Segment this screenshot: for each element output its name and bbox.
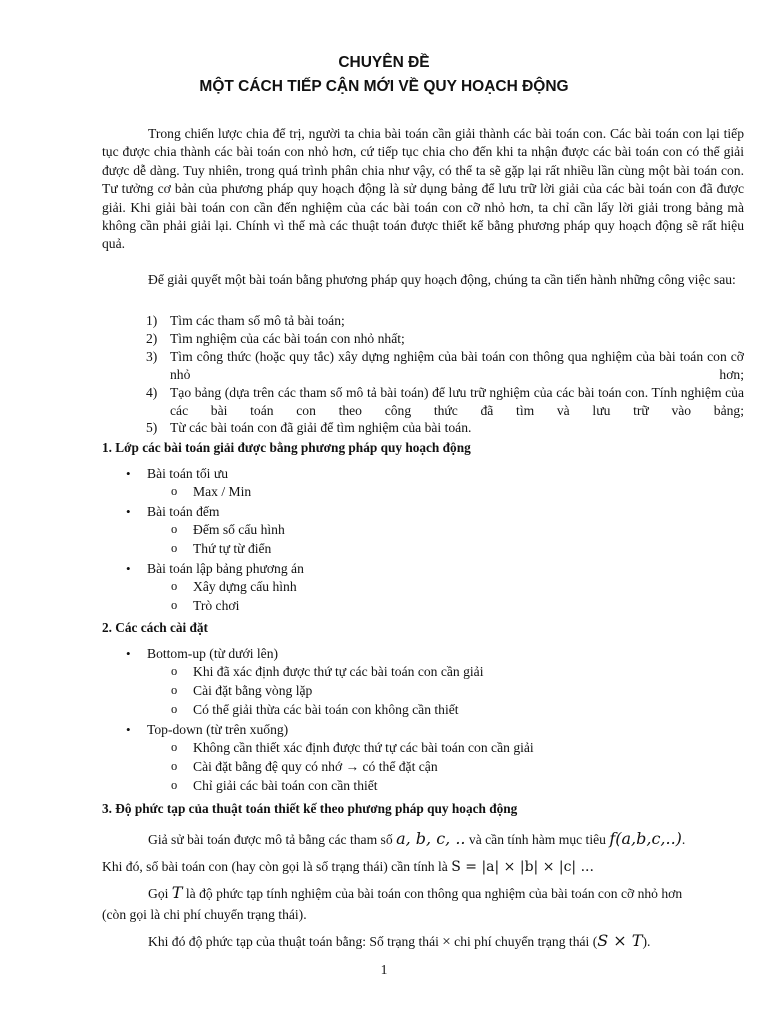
bullet-icon: • — [126, 466, 131, 481]
circle-bullet-icon: o — [171, 598, 178, 612]
method-paragraph: Để giải quyết một bài toán bằng phương pháp quy hoạch động, chúng ta cần tiến hành những công việc sau: — [148, 272, 736, 287]
step-text: Tạo bảng (dựa trên các tham số mô tả bài toán) để lưu trữ nghiệm của các bài toán con. Tính nghiệm của các bài toán con theo công thức đã tìm và lưu trữ vào bảng; — [170, 385, 744, 418]
circle-bullet-icon: o — [171, 702, 178, 716]
section-heading: 2. Các cách cài đặt — [102, 620, 208, 635]
text-run: Giả sử bài toán được mô tả bằng các tham số — [148, 832, 393, 847]
step-number: 3) — [146, 349, 158, 364]
step-text: Từ các bài toán con đã giải để tìm nghiệm của bài toán. — [170, 420, 472, 435]
complexity-line-5 — [148, 932, 650, 951]
text-run: Khi đó độ phức tạp của thuật toán bằng: Số trạng thái — [148, 934, 439, 949]
complexity-line-2 — [102, 858, 594, 876]
bullet-icon: • — [126, 504, 131, 519]
bullet-icon: • — [126, 561, 131, 576]
sub-list-item: Trò chơi — [193, 598, 240, 613]
sub-list-item: Cài đặt bằng vòng lặp — [193, 683, 313, 698]
circle-bullet-icon: o — [171, 522, 178, 536]
section-heading: 3. Độ phức tạp của thuật toán thiết kế theo phương pháp quy hoạch động — [102, 801, 518, 816]
sub-list-item: Đếm số cấu hình — [193, 522, 285, 537]
complexity-line-3 — [148, 884, 682, 903]
circle-bullet-icon: o — [171, 579, 178, 593]
step-number: 4) — [146, 385, 158, 400]
list-item: Top-down (từ trên xuống) — [147, 722, 289, 737]
step-number: 2) — [146, 331, 158, 346]
sub-list-item: Không cần thiết xác định được thứ tự các bài toán con cần giải — [193, 740, 534, 755]
text-run: . — [681, 832, 686, 847]
text-run: chi phí chuyển trạng thái ( — [454, 934, 598, 949]
text-run: và cần tính hàm mục tiêu — [468, 832, 606, 847]
step-number: 1) — [146, 313, 158, 328]
text-run: Gọi — [148, 886, 169, 901]
circle-bullet-icon: o — [171, 664, 178, 678]
complexity-line-4: (còn gọi là chi phí chuyển trạng thái). — [102, 907, 307, 922]
list-item: Bài toán tối ưu — [147, 466, 228, 481]
bullet-icon: • — [126, 722, 131, 737]
sub-list-item: Khi đã xác định được thứ tự các bài toán con cần giải — [193, 664, 484, 679]
circle-bullet-icon: o — [171, 683, 178, 697]
step-text: Tìm các tham số mô tả bài toán; — [170, 313, 345, 328]
step-text: Tìm công thức (hoặc quy tắc) xây dựng nghiệm của bài toán con thông qua nghiệm của bài toán con cỡ nhỏ hơn; — [170, 349, 744, 382]
sub-list-item: Cài đặt bằng đệ quy có nhớ → có thể đặt cận — [193, 759, 438, 774]
list-item: Bài toán đếm — [147, 504, 220, 519]
list-item: Bottom-up (từ dưới lên) — [147, 646, 279, 661]
math-objective-function: f(a,b,c,..) — [609, 829, 682, 848]
circle-bullet-icon: o — [171, 759, 178, 773]
sub-list-item: Thứ tự từ điển — [193, 541, 272, 556]
text-run: là độ phức tạp tính nghiệm của bài toán con thông qua nghiệm của bài toán con cỡ nhỏ hơn — [185, 886, 683, 901]
complexity-line-1 — [148, 830, 685, 849]
text-run: Khi đó, số bài toán con (hay còn gọi là số trạng thái) cần tính là — [102, 859, 448, 874]
sub-list-item: Max / Min — [193, 484, 252, 499]
section-heading: 1. Lớp các bài toán giải được bằng phương pháp quy hoạch động — [102, 440, 471, 455]
list-item: Bài toán lập bảng phương án — [147, 561, 304, 576]
circle-bullet-icon: o — [171, 541, 178, 555]
times-symbol: × — [442, 934, 451, 950]
text-run: ). — [642, 934, 651, 949]
sub-list-item: Chỉ giải các bài toán con cần thiết — [193, 778, 378, 793]
doc-title-line2: MỘT CÁCH TIẾP CẬN MỚI VỀ QUY HOẠCH ĐỘNG — [199, 78, 569, 95]
math-params: a, b, c, .. — [396, 829, 466, 848]
page-number: 1 — [380, 962, 388, 977]
intro-paragraph: Trong chiến lược chia để trị, người ta chia bài toán cần giải thành các bài toán con. Các bài toán con lại tiếp tục được chia thành các bài toán con nhỏ hơn, cứ tiếp tục chia cho đến khi ta nhận được các bài toán con có thể giải được dễ dàng. Tuy nhiên, trong quá trình phân chia như vậy, có thể ta sẽ gặp lại rất nhiều lần cùng một bài toán con. Tư tưởng cơ bản của phương pháp quy hoạch động là sử dụng bảng để lưu trữ lời giải của các bài toán con đã được giải. Khi giải bài toán con cần đến nghiệm của các bài toán con cỡ nhỏ hơn, ta chỉ cần lấy lời giải trong bảng mà không cần phải giải lại. Chính vì thế mà các thuật toán được thiết kế bằng phương pháp quy hoạch động sẽ rất hiệu quả. — [102, 126, 744, 252]
math-transition-cost: T — [171, 883, 183, 902]
step-number: 5) — [146, 420, 158, 435]
math-state-count: S = |a| × |b| × |c| ... — [451, 859, 594, 875]
sub-list-item: Có thể giải thừa các bài toán con không cần thiết — [193, 702, 459, 717]
circle-bullet-icon: o — [171, 484, 178, 498]
bullet-icon: • — [126, 646, 131, 661]
doc-title-line1: CHUYÊN ĐỀ — [338, 54, 430, 71]
circle-bullet-icon: o — [171, 740, 178, 754]
circle-bullet-icon: o — [171, 778, 178, 792]
sub-list-item: Xây dựng cấu hình — [193, 579, 297, 594]
math-total-complexity: S × T — [597, 931, 643, 950]
step-text: Tìm nghiệm của các bài toán con nhỏ nhất; — [170, 331, 405, 346]
